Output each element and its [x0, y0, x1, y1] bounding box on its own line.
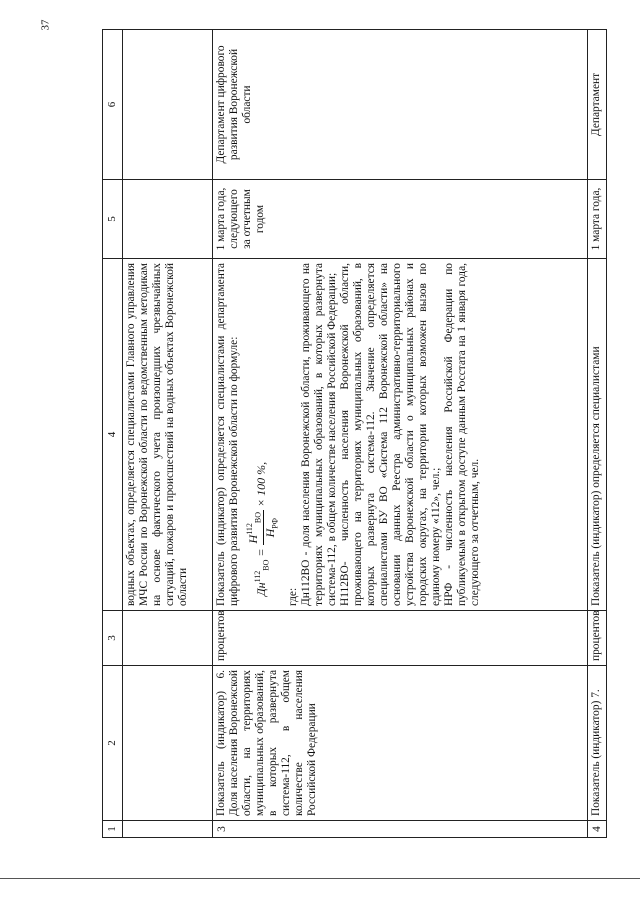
header-cell: 6 [103, 30, 123, 180]
method-intro: Показатель (индикатор) определяется специалистами департамента цифрового развития Воронежской области по формуле: [215, 263, 240, 606]
responsible: Департамент [588, 30, 607, 180]
header-cell: 1 [103, 821, 123, 838]
row-number: 4 [588, 821, 607, 838]
cell-empty [123, 180, 213, 259]
table-wrapper [102, 30, 607, 838]
row-number: 3 [213, 821, 588, 838]
deadline: 1 марта года, [588, 180, 607, 259]
indicator-name: Показатель (индикатор) 6. Доля населения Воронежской области, на территориях муниципальных образований, в которых развернута система-112, в общем количестве населения Российской Федерации [213, 666, 588, 821]
where-label: где: [287, 587, 299, 606]
indicator-name: Показатель (индикатор) 7. [588, 666, 607, 821]
definition: НРФ - численность населения Российской Федерации по публикуемым в открытом доступе данным Росстата на 1 января года, следующего за отчетным, чел. [443, 263, 481, 606]
cell-empty [123, 30, 213, 180]
responsible: Департамент цифрового развития Воронежской области [213, 30, 588, 180]
definition: Дн112ВО - доля населения Воронежской области, проживающего на территориях муниципальных образований, в которых развернута система-112, в общем количестве населения Российской Федерации; [300, 263, 338, 606]
table-row-4 [588, 30, 607, 838]
header-row [103, 30, 123, 838]
table-row-continuation [123, 30, 213, 838]
header-cell: 2 [103, 666, 123, 821]
method-cell: Показатель (индикатор) определяется специалистами [588, 259, 607, 611]
deadline: 1 марта года, следующего за отчетным годом [213, 180, 588, 259]
cell-empty [123, 666, 213, 821]
table-row-3 [213, 30, 588, 838]
formula-lhs: $Дн^{112}_{ВО}$ [253, 559, 271, 596]
unit: процентов [588, 611, 607, 666]
unit: процентов [213, 611, 588, 666]
definition: Н112ВО- численность населения Воронежской области, проживающего на территориях муниципальных образований, в которых развернута система-112. Значение определяется специалистами БУ ВО «Система 112 Воронежской области» на основании данных Реестра административно-территориального устройства Воронежской области о муниципальных районах и городских округах, на территории которых возможен вызов по единому номеру «112», чел.; [339, 263, 442, 606]
indicator-table [102, 29, 607, 838]
method-continuation: водных объектах, определяется специалистами Главного управления МЧС России по Воронежской области по ведомственным методикам на основе фактического учета произошедших чрезвычайных ситуаций, пожаров и происшествий на водных объектах Воронежской области [123, 259, 213, 611]
page-number: 37 [39, 19, 51, 31]
formula-tail: × 100 %, [254, 461, 269, 507]
header-cell: 5 [103, 180, 123, 259]
scan-edge-line [0, 878, 640, 879]
formula-fraction: $Н^{112}_{ВО}$ $Н_{РФ}$ [245, 511, 279, 544]
formula: $Дн^{112}_{ВО}$ = $Н^{112}_{ВО}$ $Н_{РФ}$ × 100 %, [245, 461, 279, 596]
header-cell: 3 [103, 611, 123, 666]
header-cell: 4 [103, 259, 123, 611]
method-cell [213, 259, 588, 611]
cell-empty [123, 821, 213, 838]
cell-empty [123, 611, 213, 666]
